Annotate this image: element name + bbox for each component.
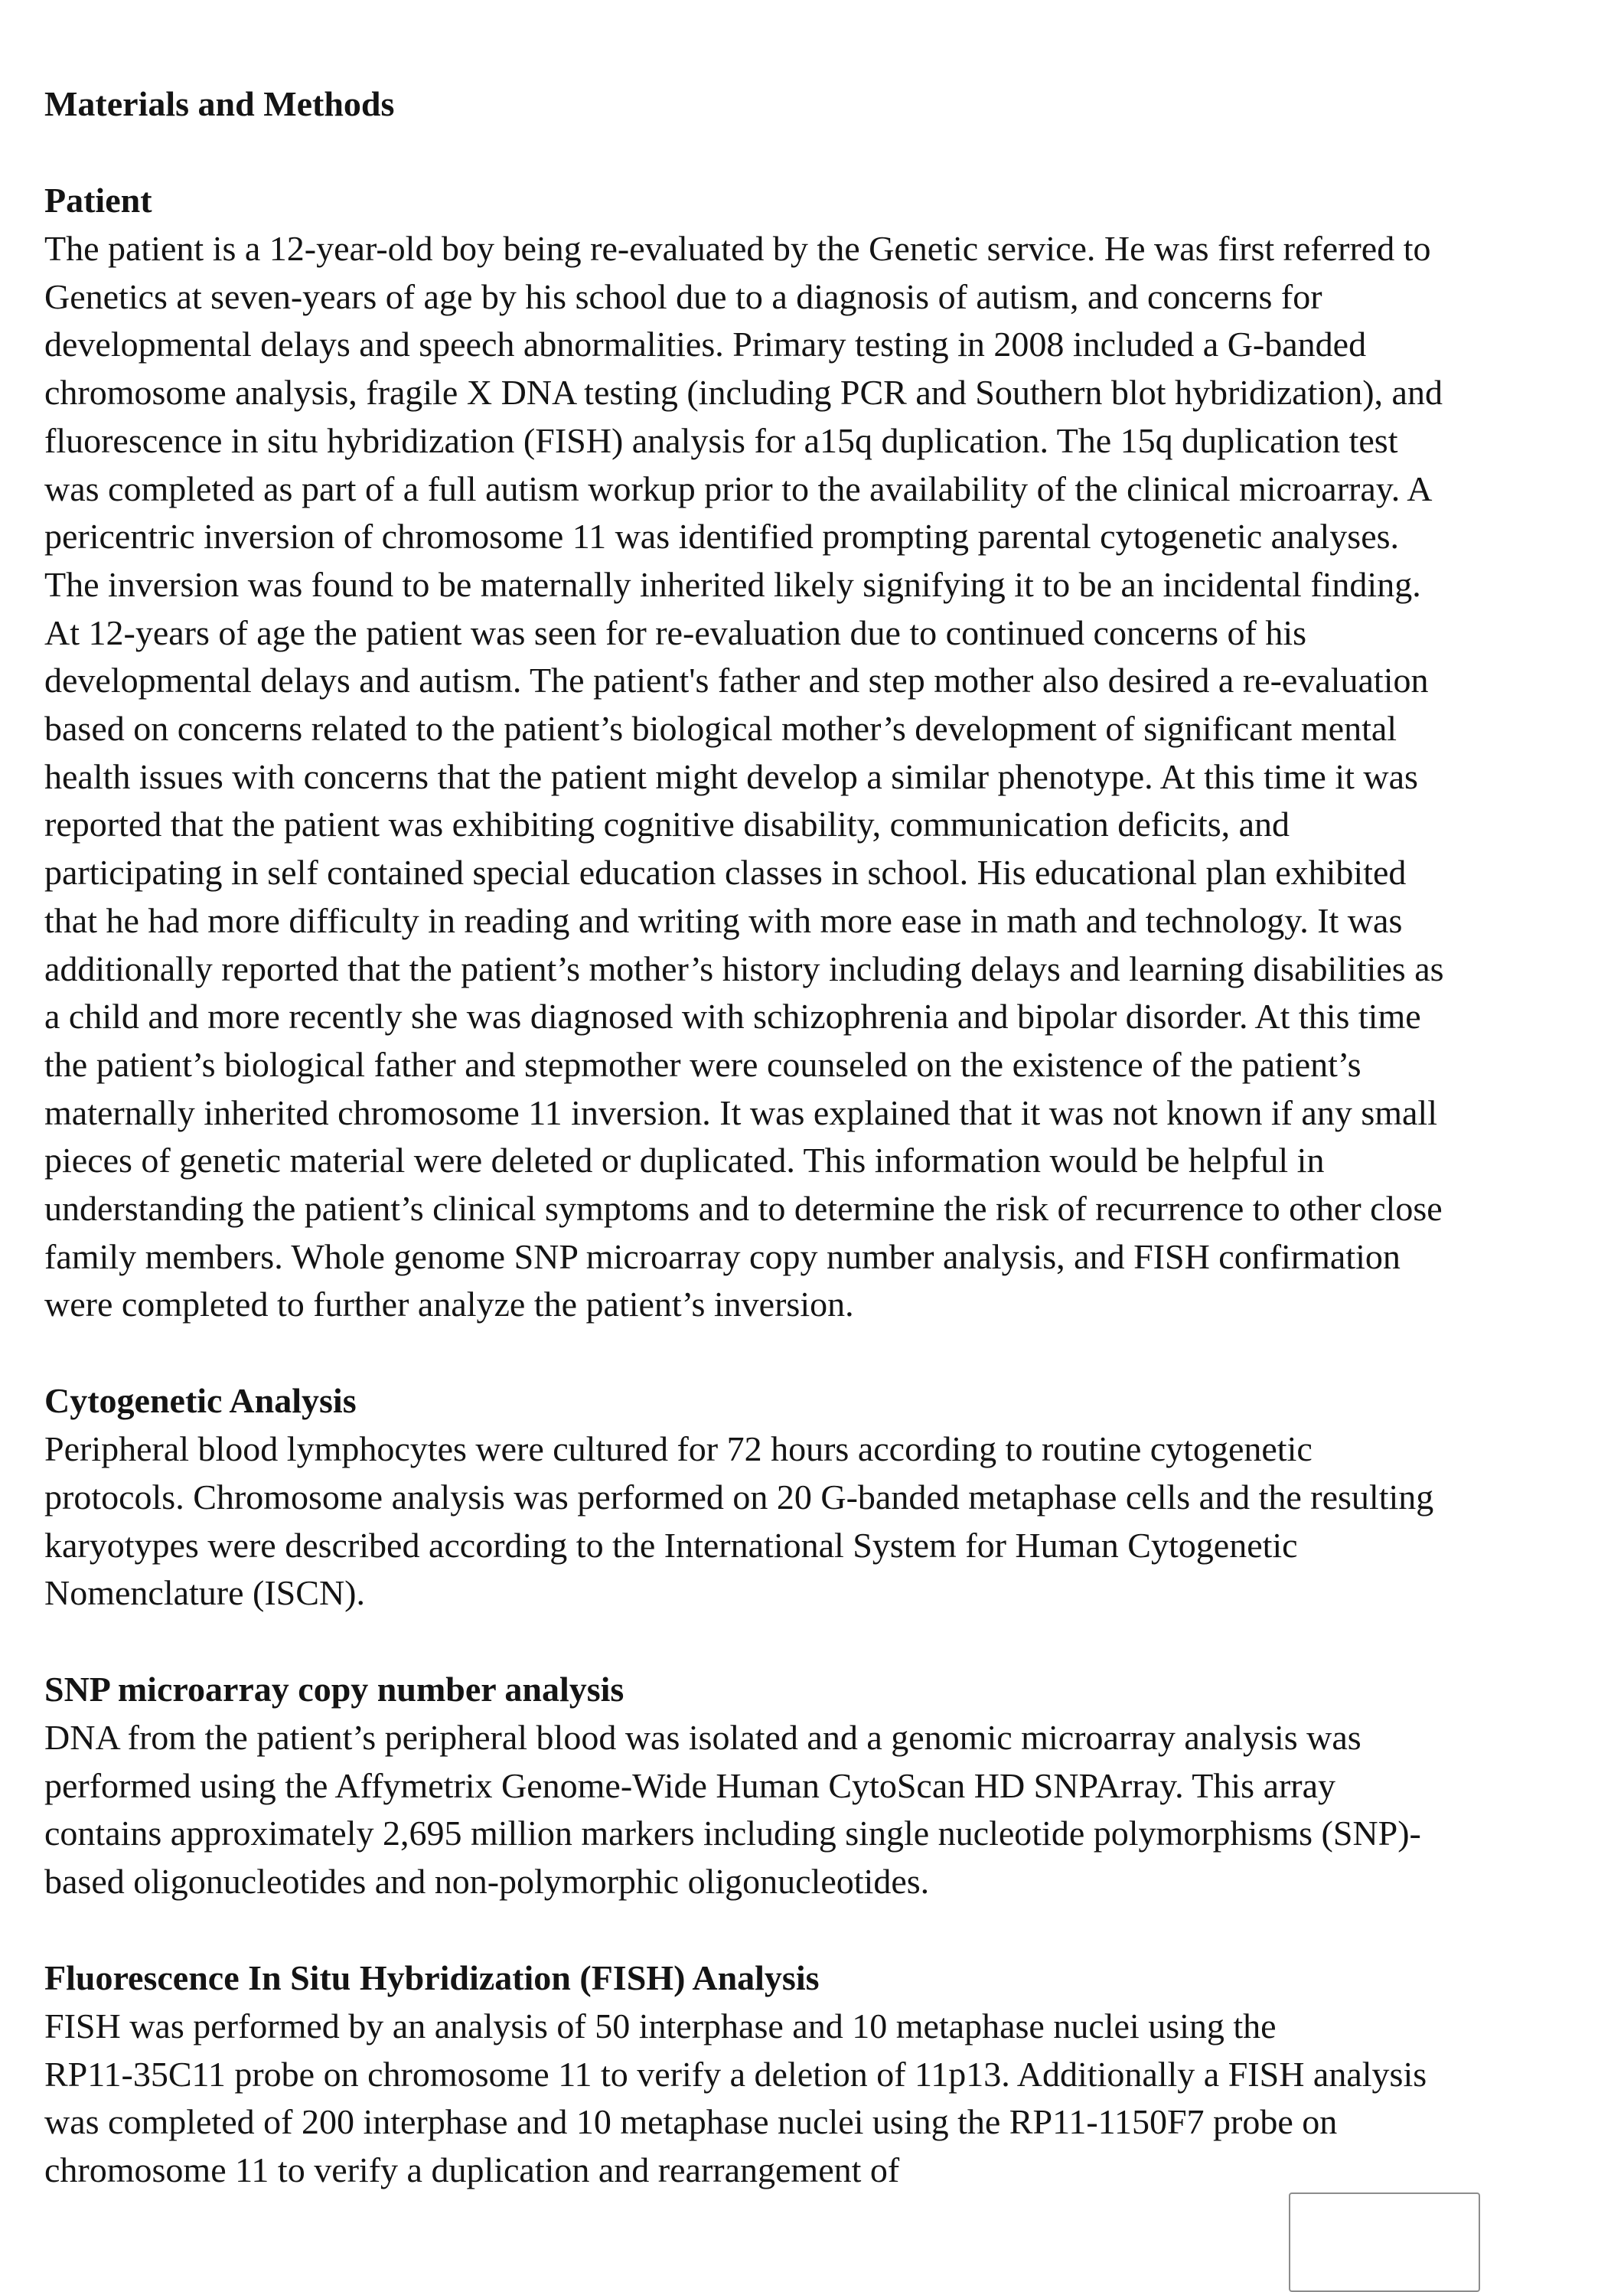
text-line: pieces of genetic material were deleted or duplicated. This information would be helpful in	[44, 1141, 1325, 1180]
text-line: FISH was performed by an analysis of 50 interphase and 10 metaphase nuclei using the	[44, 2006, 1277, 2045]
document-page	[44, 80, 1606, 2195]
section-paragraph	[44, 225, 1606, 1329]
text-line: RP11-35C11 probe on chromosome 11 to verify a deletion of 11p13. Additionally a FISH analysis	[44, 2054, 1427, 2094]
text-line: developmental delays and autism. The patient's father and step mother also desired a re-evaluation	[44, 661, 1429, 700]
section-heading: SNP microarray copy number analysis	[44, 1669, 624, 1709]
section-snp-microarray	[44, 1665, 1606, 1906]
text-line: developmental delays and speech abnormalities. Primary testing in 2008 included a G-banded	[44, 325, 1367, 364]
section-paragraph	[44, 1425, 1606, 1618]
text-line: DNA from the patient’s peripheral blood was isolated and a genomic microarray analysis was	[44, 1717, 1361, 1757]
text-line: participating in self contained special education classes in school. His educational plan exhibited	[44, 853, 1407, 893]
text-line: The patient is a 12-year-old boy being re-evaluated by the Genetic service. He was first referred to	[44, 229, 1431, 268]
text-line: chromosome analysis, fragile X DNA testing (including PCR and Southern blot hybridization), and	[44, 373, 1443, 413]
section-cytogenetic-analysis	[44, 1376, 1606, 1618]
section-patient	[44, 176, 1606, 1329]
text-line: was completed as part of a full autism workup prior to the availability of the clinical microarray. A	[44, 469, 1433, 508]
section-fish-analysis	[44, 1954, 1606, 2195]
text-line: family members. Whole genome SNP microarray copy number analysis, and FISH confirmation	[44, 1236, 1401, 1276]
sections-container	[44, 176, 1606, 2195]
page-number-box	[1289, 2192, 1480, 2292]
text-line: based oligonucleotides and non-polymorphic oligonucleotides.	[44, 1862, 930, 1902]
text-line: Peripheral blood lymphocytes were cultured for 72 hours according to routine cytogenetic	[44, 1429, 1313, 1469]
text-line: karyotypes were described according to the International System for Human Cytogenetic	[44, 1525, 1298, 1565]
text-line: additionally reported that the patient’s mother’s history including delays and learning disabilities as	[44, 948, 1444, 988]
text-line: performed using the Affymetrix Genome-Wide Human CytoScan HD SNPArray. This array	[44, 1765, 1336, 1805]
text-line: protocols. Chromosome analysis was performed on 20 G-banded metaphase cells and the resulting	[44, 1477, 1434, 1517]
text-line: pericentric inversion of chromosome 11 was identified prompting parental cytogenetic analyses.	[44, 517, 1400, 557]
text-line: were completed to further analyze the patient’s inversion.	[44, 1285, 854, 1324]
text-line: that he had more difficulty in reading and writing with more ease in math and technology. It was	[44, 900, 1403, 940]
text-line: maternally inherited chromosome 11 inversion. It was explained that it was not known if any small	[44, 1092, 1437, 1132]
text-line: the patient’s biological father and stepmother were counseled on the existence of the patient’s	[44, 1044, 1361, 1084]
section-heading: Patient	[44, 181, 152, 220]
text-line: a child and more recently she was diagnosed with schizophrenia and bipolar disorder. At this time	[44, 997, 1421, 1037]
text-line: chromosome 11 to verify a duplication and rearrangement of	[44, 2150, 900, 2189]
text-line: Genetics at seven-years of age by his school due to a diagnosis of autism, and concerns for	[44, 276, 1322, 316]
section-heading: Fluorescence In Situ Hybridization (FISH) Analysis	[44, 1957, 820, 1997]
text-line: was completed of 200 interphase and 10 metaphase nuclei using the RP11-1150F7 probe on	[44, 2102, 1338, 2142]
text-line: understanding the patient’s clinical symptoms and to determine the risk of recurrence to other close	[44, 1189, 1443, 1229]
text-line: Nomenclature (ISCN).	[44, 1573, 365, 1613]
text-line: fluorescence in situ hybridization (FISH) analysis for a15q duplication. The 15q duplication test	[44, 420, 1398, 460]
section-paragraph	[44, 2003, 1606, 2195]
section-heading: Cytogenetic Analysis	[44, 1381, 357, 1421]
text-line: reported that the patient was exhibiting cognitive disability, communication deficits, and	[44, 805, 1290, 844]
text-line: The inversion was found to be maternally inherited likely signifying it to be an incidental finding.	[44, 564, 1421, 604]
section-paragraph	[44, 1714, 1606, 1906]
text-line: health issues with concerns that the patient might develop a similar phenotype. At this time it was	[44, 756, 1418, 796]
document-title: Materials and Methods	[44, 84, 395, 123]
text-line: At 12-years of age the patient was seen for re-evaluation due to continued concerns of his	[44, 612, 1307, 652]
text-line: contains approximately 2,695 million markers including single nucleotide polymorphisms (SNP)-	[44, 1814, 1421, 1853]
text-line: based on concerns related to the patient’s biological mother’s development of significant mental	[44, 709, 1397, 749]
